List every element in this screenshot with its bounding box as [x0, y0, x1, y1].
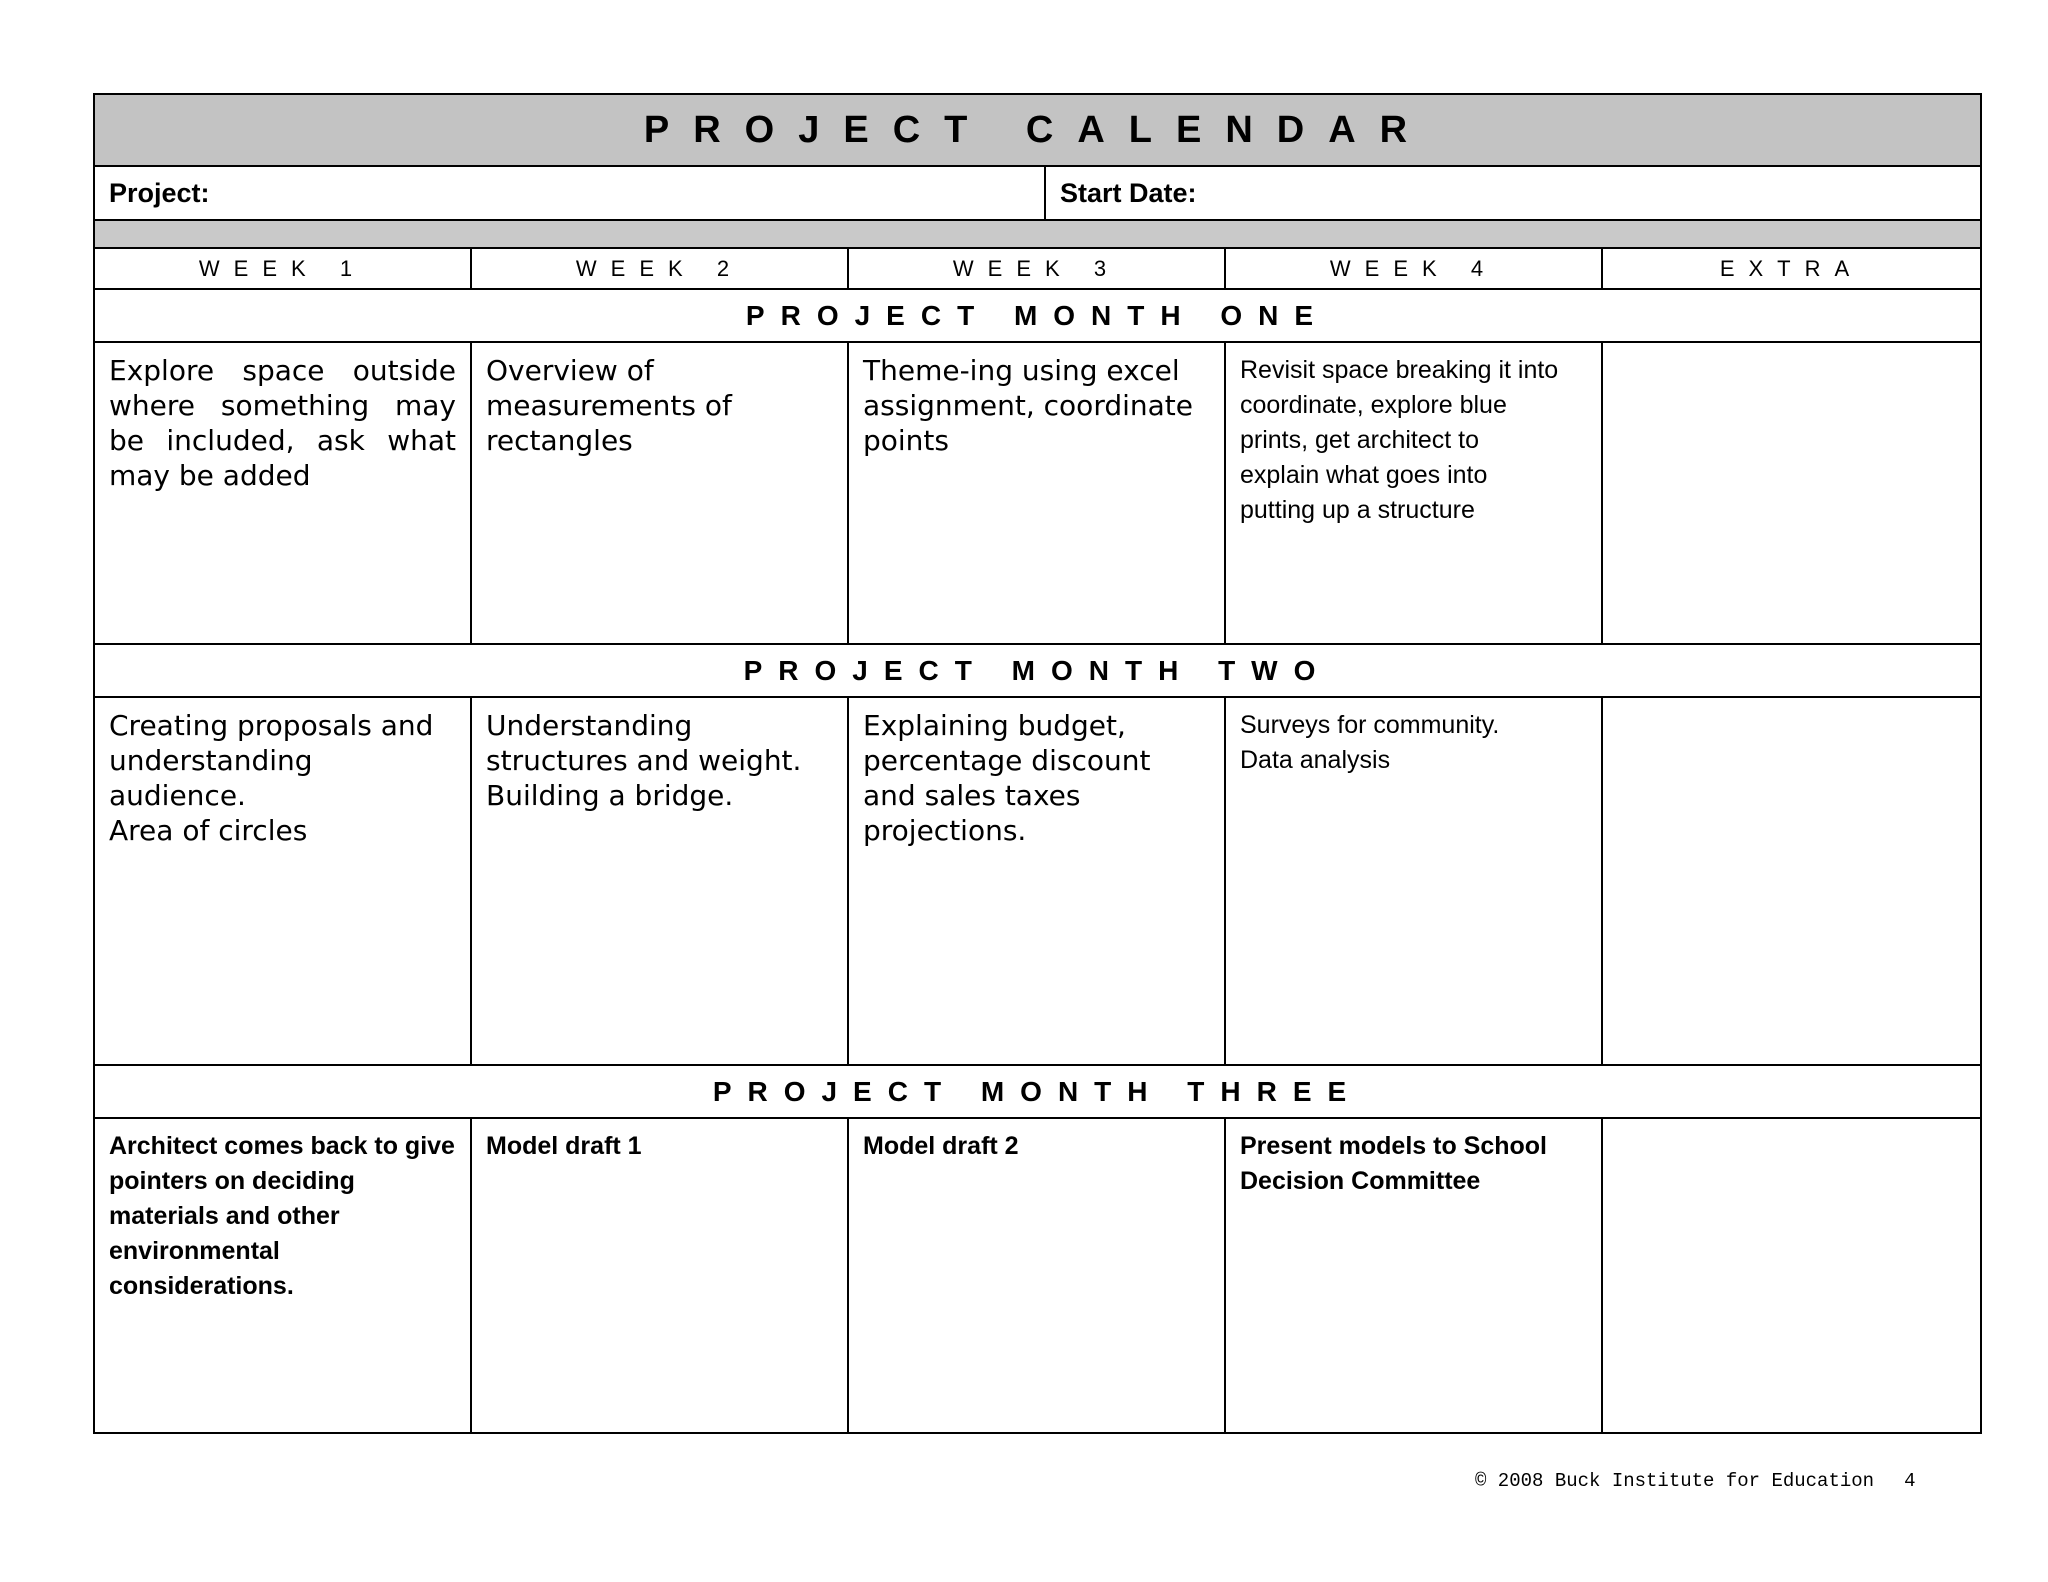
month-three-week-2-cell[interactable]: Model draft 1 [472, 1119, 849, 1432]
start-date-field[interactable] [1046, 167, 1980, 219]
month-heading-one: PROJECT MONTH ONE [95, 290, 1980, 343]
week-header-1: WEEK 1 [95, 249, 472, 288]
month-two-row [95, 698, 1980, 1066]
month-one-week-3-cell[interactable]: Theme-ing using excel assignment, coordinate points [849, 343, 1226, 643]
copyright-text: © 2008 Buck Institute for Education [1475, 1470, 1875, 1492]
page-footer [1475, 1470, 1975, 1492]
month-three-week-4-cell[interactable]: Present models to School Decision Committee [1226, 1119, 1603, 1432]
month-two-extra-cell[interactable] [1603, 698, 1980, 1064]
project-label: Project: [109, 177, 210, 208]
month-three-week-3-cell[interactable]: Model draft 2 [849, 1119, 1226, 1432]
month-three-extra-cell[interactable] [1603, 1119, 1980, 1432]
month-two-week-4-cell[interactable]: Surveys for community. Data analysis [1226, 698, 1603, 1064]
month-one-week-1-cell[interactable]: Explore space outside where something may be included, ask what may be added [95, 343, 472, 643]
week-header-extra: EXTRA [1719, 255, 1864, 281]
week-header-2: WEEK 2 [472, 249, 849, 288]
month-one-week-4-cell[interactable]: Revisit space breaking it into coordinate, explore blue prints, get architect to explain what goes into putting up a structure [1226, 343, 1603, 643]
week-header-row [95, 249, 1980, 290]
project-field[interactable] [95, 167, 1046, 219]
month-one-row [95, 343, 1980, 645]
month-one-extra-cell[interactable] [1603, 343, 1980, 643]
divider-band [95, 221, 1980, 249]
page-number: 4 [1904, 1470, 1916, 1492]
month-heading-two: PROJECT MONTH TWO [95, 645, 1980, 698]
month-two-week-2-cell[interactable]: Understanding structures and weight. Building a bridge. [472, 698, 849, 1064]
week-header-4: WEEK 4 [1226, 249, 1603, 288]
month-heading-three: PROJECT MONTH THREE [95, 1066, 1980, 1119]
week-header-3: WEEK 3 [849, 249, 1226, 288]
start-date-label: Start Date: [1060, 177, 1197, 208]
project-calendar-sheet [93, 93, 1982, 1434]
month-two-week-3-cell[interactable]: Explaining budget, percentage discount and sales taxes projections. [849, 698, 1226, 1064]
project-info-row [95, 167, 1980, 221]
page-title: PROJECT CALENDAR [95, 95, 1980, 167]
month-three-row [95, 1119, 1980, 1432]
month-two-week-1-cell[interactable]: Creating proposals and understanding audience. Area of circles [95, 698, 472, 1064]
month-three-week-1-cell[interactable]: Architect comes back to give pointers on deciding materials and other environmental considerations. [95, 1119, 472, 1432]
month-one-week-2-cell[interactable]: Overview of measurements of rectangles [472, 343, 849, 643]
